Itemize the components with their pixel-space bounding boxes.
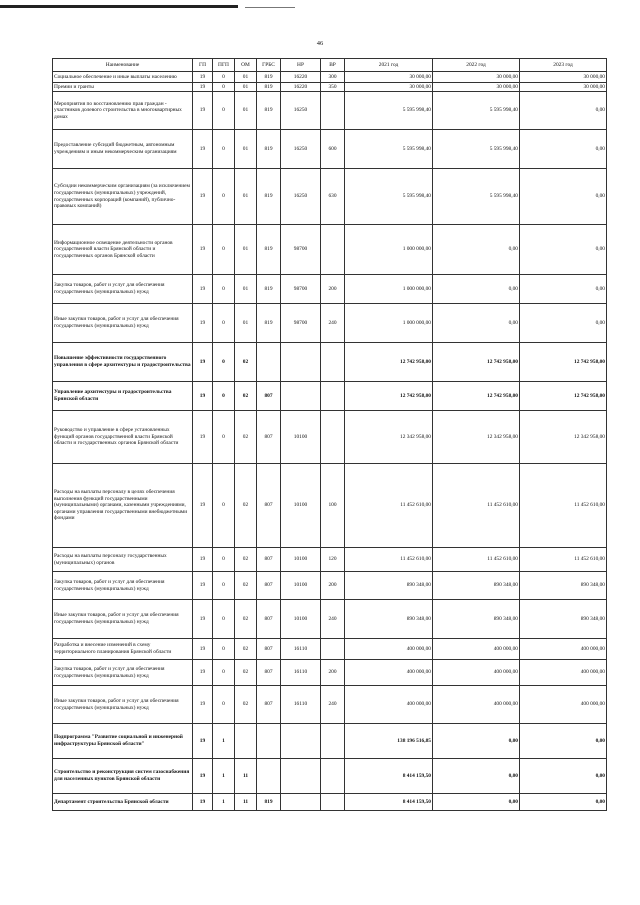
row-gp: 19 <box>193 548 213 572</box>
row-2023: 30 000,00 <box>520 83 607 92</box>
header-rule-short <box>245 7 295 8</box>
row-gp: 19 <box>193 130 213 169</box>
row-2021: 8 414 159,50 <box>345 759 433 794</box>
row-2022: 0,00 <box>433 759 520 794</box>
row-2021: 11 452 610,00 <box>345 548 433 572</box>
row-om: 02 <box>235 343 257 382</box>
row-grbs: 807 <box>257 548 281 572</box>
row-om: 02 <box>235 382 257 411</box>
row-2021: 890 348,00 <box>345 600 433 639</box>
row-name: Мероприятия по восстановлению прав граждан - участников долевого строительства в многоквартирных домах <box>53 92 193 130</box>
page-number: 46 <box>316 40 324 47</box>
row-pgp: 1 <box>213 794 235 811</box>
row-2023: 0,00 <box>520 225 607 275</box>
row-2023: 890 348,00 <box>520 600 607 639</box>
row-2022: 0,00 <box>433 304 520 343</box>
row-grbs: 819 <box>257 92 281 130</box>
table-row <box>53 548 607 572</box>
row-2022: 12 342 958,00 <box>433 411 520 464</box>
row-pgp: 0 <box>213 464 235 548</box>
row-om: 11 <box>235 794 257 811</box>
row-vr: 200 <box>321 660 345 686</box>
row-nr: 10100 <box>281 464 321 548</box>
row-om: 01 <box>235 83 257 92</box>
row-2021: 12 342 958,00 <box>345 411 433 464</box>
row-2022: 5 595 998,40 <box>433 169 520 225</box>
col-header-pgp: ПГП <box>213 59 235 72</box>
row-2023: 400 000,00 <box>520 639 607 660</box>
row-vr <box>321 411 345 464</box>
row-vr <box>321 92 345 130</box>
header-rule <box>0 5 238 8</box>
row-grbs <box>257 759 281 794</box>
row-om: 01 <box>235 275 257 304</box>
table-row <box>53 660 607 686</box>
col-header-2021: 2021 год <box>345 59 433 72</box>
row-2022: 12 742 958,00 <box>433 382 520 411</box>
row-2022: 30 000,00 <box>433 72 520 83</box>
row-2023: 30 000,00 <box>520 72 607 83</box>
row-grbs <box>257 724 281 759</box>
row-vr: 350 <box>321 83 345 92</box>
row-nr: 16110 <box>281 660 321 686</box>
row-2023: 11 452 610,00 <box>520 464 607 548</box>
row-pgp: 0 <box>213 130 235 169</box>
row-nr: 98700 <box>281 304 321 343</box>
row-nr: 10100 <box>281 548 321 572</box>
row-gp: 19 <box>193 464 213 548</box>
row-nr: 10100 <box>281 600 321 639</box>
row-gp: 19 <box>193 92 213 130</box>
col-header-grbs: ГРБС <box>257 59 281 72</box>
row-gp: 19 <box>193 275 213 304</box>
row-2021: 11 452 610,00 <box>345 464 433 548</box>
row-name: Закупка товаров, работ и услуг для обеспечения государственных (муниципальных) нужд <box>53 572 193 600</box>
row-2023: 0,00 <box>520 759 607 794</box>
row-grbs: 819 <box>257 225 281 275</box>
row-gp: 19 <box>193 169 213 225</box>
row-2021: 8 414 159,50 <box>345 794 433 811</box>
table-row <box>53 686 607 724</box>
row-grbs: 807 <box>257 411 281 464</box>
row-2021: 400 000,00 <box>345 660 433 686</box>
row-vr <box>321 382 345 411</box>
row-grbs: 819 <box>257 304 281 343</box>
row-2022: 5 595 998,40 <box>433 92 520 130</box>
row-gp: 19 <box>193 759 213 794</box>
row-om: 02 <box>235 639 257 660</box>
row-2022: 5 595 998,40 <box>433 130 520 169</box>
row-vr <box>321 639 345 660</box>
row-gp: 19 <box>193 411 213 464</box>
row-vr: 120 <box>321 548 345 572</box>
table-row <box>53 382 607 411</box>
row-pgp: 0 <box>213 225 235 275</box>
row-gp: 19 <box>193 343 213 382</box>
table-row <box>53 794 607 811</box>
row-om: 02 <box>235 660 257 686</box>
row-nr <box>281 343 321 382</box>
row-grbs: 819 <box>257 83 281 92</box>
row-grbs: 819 <box>257 72 281 83</box>
row-nr: 16250 <box>281 169 321 225</box>
row-pgp: 0 <box>213 572 235 600</box>
row-2023: 0,00 <box>520 724 607 759</box>
row-vr: 240 <box>321 600 345 639</box>
row-pgp: 0 <box>213 686 235 724</box>
row-gp: 19 <box>193 660 213 686</box>
row-grbs: 807 <box>257 600 281 639</box>
row-nr: 16110 <box>281 639 321 660</box>
row-2022: 890 348,00 <box>433 572 520 600</box>
row-name: Иные закупки товаров, работ и услуг для обеспечения государственных (муниципальных) нужд <box>53 304 193 343</box>
table-body <box>53 72 607 811</box>
col-header-om: ОМ <box>235 59 257 72</box>
row-name: Расходы на выплаты персоналу в целях обеспечения выполнения функций государственными (муниципальными) органами, казенными учреждениями, органами управления государственными внебюджетными фондами <box>53 464 193 548</box>
row-2023: 0,00 <box>520 130 607 169</box>
row-2023: 12 742 958,00 <box>520 343 607 382</box>
row-nr: 98700 <box>281 275 321 304</box>
row-2021: 400 000,00 <box>345 686 433 724</box>
row-name: Руководство и управление в сфере установленных функций органов государственной власти Брянской области и государственных органов Брянской области <box>53 411 193 464</box>
table-row <box>53 724 607 759</box>
row-name: Закупка товаров, работ и услуг для обеспечения государственных (муниципальных) нужд <box>53 275 193 304</box>
row-om <box>235 724 257 759</box>
row-name: Информационное освещение деятельности органов государственной власти Брянской области и государственных органов Брянской области <box>53 225 193 275</box>
row-gp: 19 <box>193 304 213 343</box>
row-nr <box>281 382 321 411</box>
row-2022: 11 452 610,00 <box>433 548 520 572</box>
row-name: Повышение эффективности государственного управления в сфере архитектуры и градостроительства <box>53 343 193 382</box>
table-row <box>53 275 607 304</box>
table-row <box>53 83 607 92</box>
row-2022: 400 000,00 <box>433 660 520 686</box>
row-2021: 400 000,00 <box>345 639 433 660</box>
row-2023: 0,00 <box>520 794 607 811</box>
row-2021: 30 000,00 <box>345 72 433 83</box>
row-2021: 890 348,00 <box>345 572 433 600</box>
row-2021: 1 000 000,00 <box>345 225 433 275</box>
col-header-2023: 2023 год <box>520 59 607 72</box>
row-name: Закупка товаров, работ и услуг для обеспечения государственных (муниципальных) нужд <box>53 660 193 686</box>
table-row <box>53 759 607 794</box>
row-vr: 200 <box>321 572 345 600</box>
row-vr: 240 <box>321 686 345 724</box>
row-nr: 10100 <box>281 572 321 600</box>
table-row <box>53 130 607 169</box>
row-om: 02 <box>235 411 257 464</box>
row-gp: 19 <box>193 382 213 411</box>
row-2021: 1 000 000,00 <box>345 304 433 343</box>
row-vr: 630 <box>321 169 345 225</box>
table-row <box>53 92 607 130</box>
row-name: Подпрограмма "Развитие социальной и инженерной инфраструктуры Брянской области" <box>53 724 193 759</box>
row-om: 01 <box>235 169 257 225</box>
row-om: 02 <box>235 464 257 548</box>
row-2023: 12 342 958,00 <box>520 411 607 464</box>
row-nr: 16220 <box>281 83 321 92</box>
row-2023: 400 000,00 <box>520 660 607 686</box>
row-vr: 200 <box>321 275 345 304</box>
row-pgp: 0 <box>213 304 235 343</box>
row-pgp: 0 <box>213 411 235 464</box>
row-name: Иные закупки товаров, работ и услуг для обеспечения государственных (муниципальных) нужд <box>53 600 193 639</box>
row-2023: 12 742 958,00 <box>520 382 607 411</box>
row-2022: 400 000,00 <box>433 639 520 660</box>
row-2022: 11 452 610,00 <box>433 464 520 548</box>
row-om: 02 <box>235 600 257 639</box>
table-row <box>53 600 607 639</box>
row-2023: 400 000,00 <box>520 686 607 724</box>
row-2022: 0,00 <box>433 225 520 275</box>
row-om: 01 <box>235 130 257 169</box>
row-name: Управление архитектуры и градостроительства Брянской области <box>53 382 193 411</box>
row-2021: 30 000,00 <box>345 83 433 92</box>
row-2023: 0,00 <box>520 275 607 304</box>
table-row <box>53 72 607 83</box>
row-2022: 30 000,00 <box>433 83 520 92</box>
row-grbs: 807 <box>257 572 281 600</box>
row-2023: 890 348,00 <box>520 572 607 600</box>
table-row <box>53 464 607 548</box>
row-2022: 890 348,00 <box>433 600 520 639</box>
row-pgp: 0 <box>213 639 235 660</box>
row-name: Предоставление субсидий бюджетным, автономным учреждениям и иным некоммерческим организациям <box>53 130 193 169</box>
row-2022: 12 742 958,00 <box>433 343 520 382</box>
col-header-gp: ГП <box>193 59 213 72</box>
row-nr: 16250 <box>281 130 321 169</box>
row-2023: 11 452 610,00 <box>520 548 607 572</box>
row-gp: 19 <box>193 72 213 83</box>
row-gp: 19 <box>193 724 213 759</box>
row-name: Департамент строительства Брянской области <box>53 794 193 811</box>
row-nr <box>281 759 321 794</box>
row-2022: 400 000,00 <box>433 686 520 724</box>
row-vr: 100 <box>321 464 345 548</box>
row-om: 02 <box>235 686 257 724</box>
row-gp: 19 <box>193 83 213 92</box>
row-om: 01 <box>235 304 257 343</box>
row-om: 01 <box>235 92 257 130</box>
row-name: Строительство и реконструкция систем газоснабжения для населенных пунктов Брянской области <box>53 759 193 794</box>
row-2021: 5 595 998,40 <box>345 130 433 169</box>
row-nr <box>281 794 321 811</box>
row-vr <box>321 759 345 794</box>
row-nr: 10100 <box>281 411 321 464</box>
table-row <box>53 343 607 382</box>
row-gp: 19 <box>193 686 213 724</box>
row-om: 02 <box>235 572 257 600</box>
row-nr: 16110 <box>281 686 321 724</box>
table-header-row <box>53 59 607 72</box>
row-2021: 5 595 998,40 <box>345 169 433 225</box>
row-gp: 19 <box>193 794 213 811</box>
row-grbs: 819 <box>257 794 281 811</box>
row-vr: 600 <box>321 130 345 169</box>
row-grbs: 819 <box>257 130 281 169</box>
table-row <box>53 411 607 464</box>
row-2021: 12 742 958,00 <box>345 382 433 411</box>
col-header-name: Наименование <box>53 59 193 72</box>
row-gp: 19 <box>193 639 213 660</box>
row-name: Субсидии некоммерческим организациям (за исключением государственных (муниципальных) учреждений, государственных корпораций (компаний), публично-правовых компаний) <box>53 169 193 225</box>
row-grbs: 819 <box>257 169 281 225</box>
row-pgp: 0 <box>213 600 235 639</box>
row-nr: 16220 <box>281 72 321 83</box>
row-grbs: 807 <box>257 382 281 411</box>
row-vr <box>321 724 345 759</box>
row-om: 02 <box>235 548 257 572</box>
table-row <box>53 169 607 225</box>
col-header-nr: НР <box>281 59 321 72</box>
row-vr <box>321 794 345 811</box>
row-pgp: 0 <box>213 548 235 572</box>
row-pgp: 0 <box>213 92 235 130</box>
row-2023: 0,00 <box>520 92 607 130</box>
row-pgp: 0 <box>213 660 235 686</box>
row-2021: 138 196 516,85 <box>345 724 433 759</box>
row-vr: 240 <box>321 304 345 343</box>
row-gp: 19 <box>193 572 213 600</box>
row-grbs: 807 <box>257 686 281 724</box>
row-grbs: 807 <box>257 660 281 686</box>
row-2022: 0,00 <box>433 275 520 304</box>
row-name: Социальное обеспечение и иные выплаты населению <box>53 72 193 83</box>
row-gp: 19 <box>193 225 213 275</box>
budget-table <box>52 58 607 811</box>
row-2021: 5 595 998,40 <box>345 92 433 130</box>
row-nr: 98700 <box>281 225 321 275</box>
row-2022: 0,00 <box>433 794 520 811</box>
row-om: 01 <box>235 225 257 275</box>
row-pgp: 1 <box>213 759 235 794</box>
row-name: Премии и гранты <box>53 83 193 92</box>
row-om: 11 <box>235 759 257 794</box>
row-grbs <box>257 343 281 382</box>
row-vr <box>321 225 345 275</box>
row-2021: 1 000 000,00 <box>345 275 433 304</box>
row-pgp: 0 <box>213 275 235 304</box>
row-2023: 0,00 <box>520 169 607 225</box>
row-pgp: 0 <box>213 343 235 382</box>
table-row <box>53 304 607 343</box>
table-row <box>53 225 607 275</box>
row-grbs: 807 <box>257 464 281 548</box>
row-grbs: 819 <box>257 275 281 304</box>
row-grbs: 807 <box>257 639 281 660</box>
row-pgp: 0 <box>213 382 235 411</box>
row-pgp: 1 <box>213 724 235 759</box>
row-name: Расходы на выплаты персоналу государственных (муниципальных) органов <box>53 548 193 572</box>
row-nr: 16250 <box>281 92 321 130</box>
row-2022: 0,00 <box>433 724 520 759</box>
table-row <box>53 639 607 660</box>
row-2023: 0,00 <box>520 304 607 343</box>
row-vr: 300 <box>321 72 345 83</box>
row-name: Разработка и внесение изменений в схему территориального планирования Брянской области <box>53 639 193 660</box>
row-pgp: 0 <box>213 72 235 83</box>
row-om: 01 <box>235 72 257 83</box>
row-gp: 19 <box>193 600 213 639</box>
col-header-vr: ВР <box>321 59 345 72</box>
table-row <box>53 572 607 600</box>
row-nr <box>281 724 321 759</box>
row-pgp: 0 <box>213 169 235 225</box>
row-vr <box>321 343 345 382</box>
row-2021: 12 742 958,00 <box>345 343 433 382</box>
row-name: Иные закупки товаров, работ и услуг для обеспечения государственных (муниципальных) нужд <box>53 686 193 724</box>
col-header-2022: 2022 год <box>433 59 520 72</box>
row-pgp: 0 <box>213 83 235 92</box>
